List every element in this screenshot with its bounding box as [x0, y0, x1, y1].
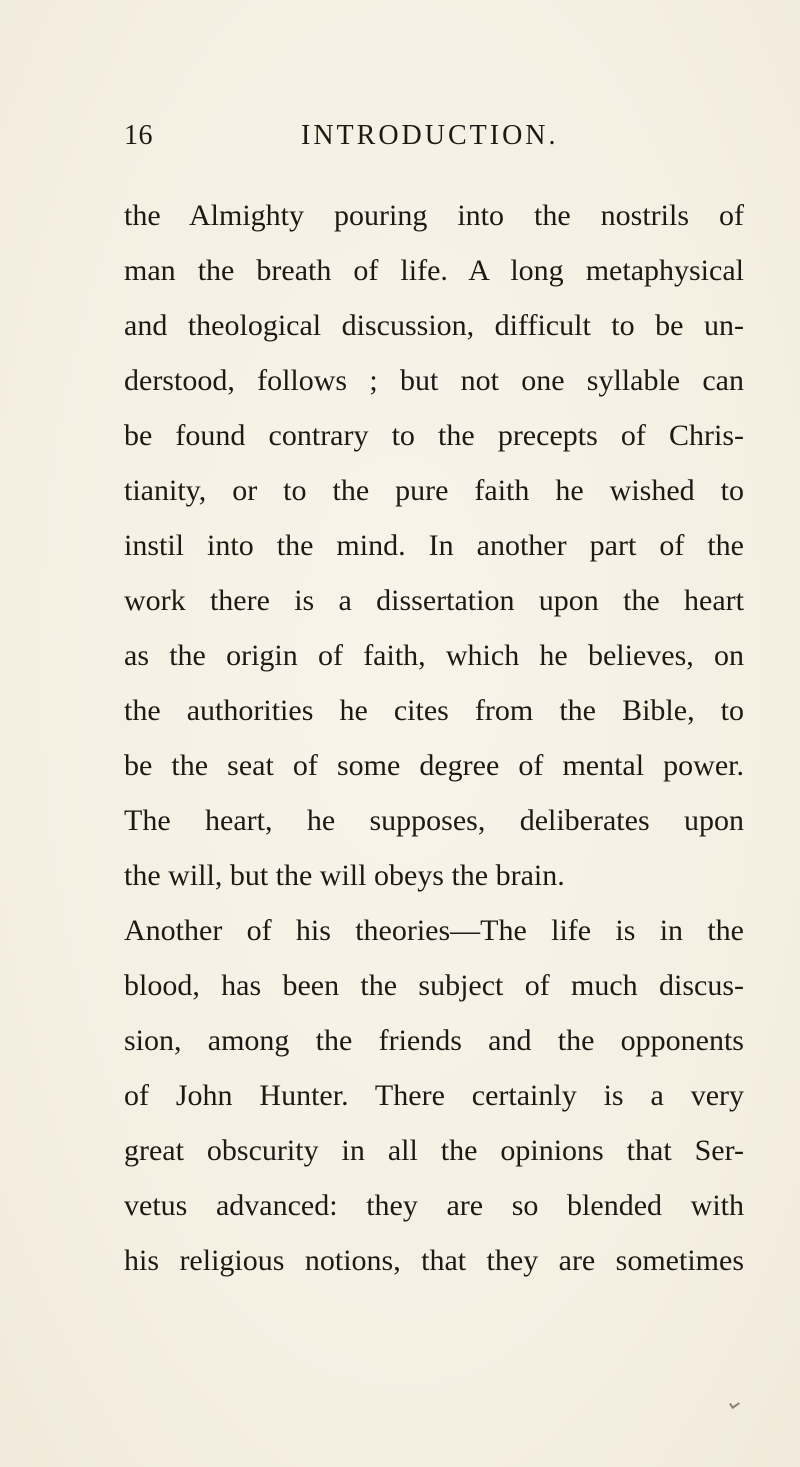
running-title: INTRODUCTION.	[301, 120, 559, 151]
text-line: work there is a dissertation upon the heart	[124, 584, 744, 617]
text-line: Another of his theories—The life is in the	[124, 914, 744, 947]
text-line: great obscurity in all the opinions that Ser-	[124, 1134, 744, 1167]
text-line: the Almighty pouring into the nostrils of	[124, 199, 744, 232]
text-line: his religious notions, that they are sometimes	[124, 1244, 744, 1277]
text-line: instil into the mind. In another part of the	[124, 529, 744, 562]
printer-mark	[729, 1399, 740, 1409]
text-line: the will, but the will obeys the brain.	[124, 859, 565, 892]
text-line: of John Hunter. There certainly is a very	[124, 1079, 744, 1112]
page-number: 16	[124, 120, 153, 151]
text-line: and theological discussion, difficult to be un-	[124, 309, 744, 342]
running-head	[0, 120, 800, 160]
text-line: sion, among the friends and the opponents	[124, 1024, 744, 1057]
text-line: The heart, he supposes, deliberates upon	[124, 804, 744, 837]
text-line: derstood, follows ; but not one syllable can	[124, 364, 744, 397]
text-line: tianity, or to the pure faith he wished to	[124, 474, 744, 507]
text-line: vetus advanced: they are so blended with	[124, 1189, 744, 1222]
text-line: be found contrary to the precepts of Chris-	[124, 419, 744, 452]
text-line: as the origin of faith, which he believes, on	[124, 639, 744, 672]
text-line: man the breath of life. A long metaphysical	[124, 254, 744, 287]
text-line: blood, has been the subject of much discus-	[124, 969, 744, 1002]
text-line: be the seat of some degree of mental power.	[124, 749, 744, 782]
text-line: the authorities he cites from the Bible, to	[124, 694, 744, 727]
body-text	[124, 188, 744, 1288]
